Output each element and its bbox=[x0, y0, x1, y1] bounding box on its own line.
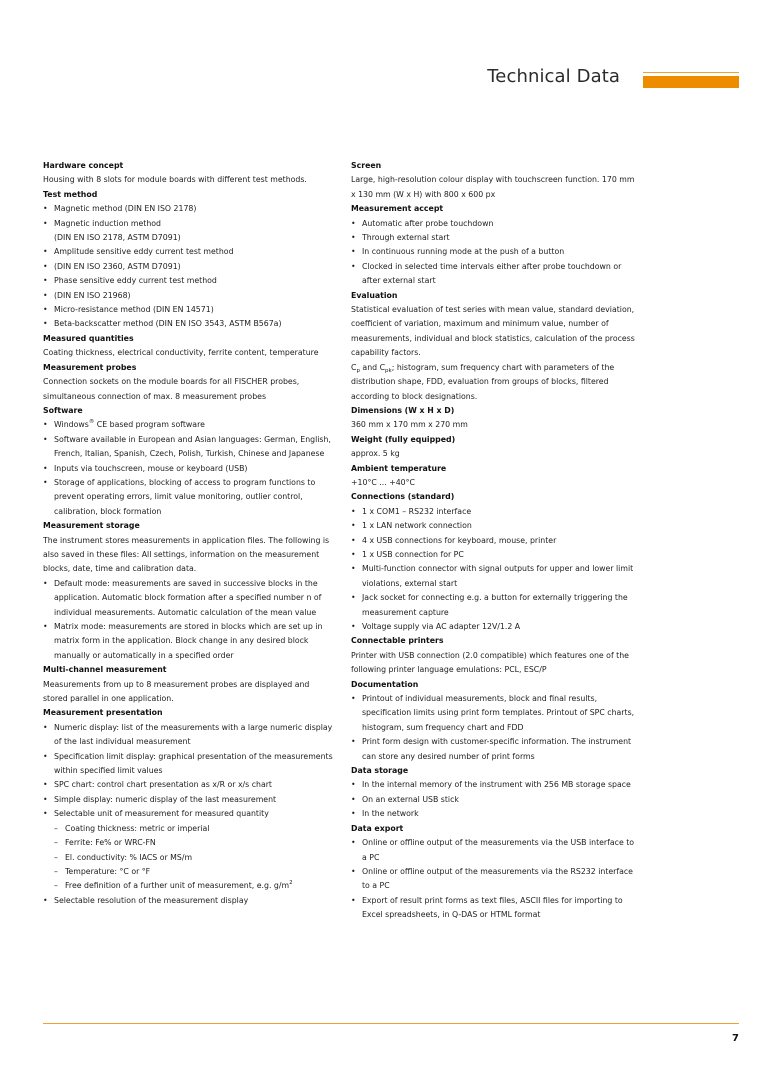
subscript: pk bbox=[385, 367, 392, 374]
sub-list-item: – El. conductivity: % IACS or MS/m bbox=[43, 851, 333, 865]
list-item: • In the network bbox=[351, 807, 636, 821]
list-item: • (DIN EN ISO 2360, ASTM D7091) bbox=[43, 260, 333, 274]
section-title: Test method bbox=[43, 189, 98, 199]
sub-list-item: – Ferrite: Fe% or WRC-FN bbox=[43, 836, 333, 850]
section-title: Software bbox=[43, 405, 83, 415]
section-title: Multi-channel measurement bbox=[43, 665, 167, 675]
section-text: Housing with 8 slots for module boards with different test methods. bbox=[43, 175, 307, 185]
section-dimensions bbox=[351, 404, 636, 433]
list-item: • Jack socket for connecting e.g. a button for externally triggering the measurement capture bbox=[351, 591, 636, 620]
section-title: Measurement presentation bbox=[43, 708, 163, 718]
section-screen bbox=[351, 159, 636, 202]
section-title: Dimensions (W x H x D) bbox=[351, 405, 455, 415]
section-data-storage bbox=[351, 764, 636, 822]
list-item: • Print form design with customer-specific information. The instrument can store any desired number of print forms bbox=[351, 735, 636, 764]
section-connections bbox=[351, 490, 636, 634]
list-item: • Selectable resolution of the measurement display bbox=[43, 894, 333, 908]
right-column bbox=[351, 159, 636, 923]
list-item: • Default mode: measurements are saved in successive blocks in the application. Automatic block formation after a specified number n of individual measurements. Automatic calculation of the mean value bbox=[43, 577, 333, 620]
superscript: 2 bbox=[289, 880, 293, 887]
section-title: Data storage bbox=[351, 766, 409, 776]
list-item: • SPC chart: control chart presentation as x/R or x/s chart bbox=[43, 778, 333, 792]
section-measurement-presentation bbox=[43, 706, 333, 908]
bullet-list bbox=[43, 418, 333, 519]
cp-symbol: C bbox=[351, 362, 357, 372]
subscript: p bbox=[356, 367, 360, 374]
section-title: Documentation bbox=[351, 679, 419, 689]
bullet-list bbox=[43, 577, 333, 663]
section-text: Statistical evaluation of test series with mean value, standard deviation, coefficient of variation, maximum and minimum value, number of measurements, individual and block statistics, calculation of the process capability factors. bbox=[351, 305, 635, 358]
list-item: • In continuous running mode at the push of a button bbox=[351, 245, 636, 259]
registered-mark: ® bbox=[88, 419, 95, 426]
bullet-list bbox=[351, 505, 636, 635]
section-connectable-printers bbox=[351, 634, 636, 677]
windows-text: Windows bbox=[54, 420, 89, 430]
section-measured-quantities bbox=[43, 332, 333, 361]
bullet-list bbox=[43, 721, 333, 908]
list-item: • Printout of individual measurements, block and final results, specification limits using print form templates. Printout of SPC charts, histogram, sum frequency chart and FDD bbox=[351, 692, 636, 735]
list-item: • Through external start bbox=[351, 231, 636, 245]
list-item: • Micro-resistance method (DIN EN 14571) bbox=[43, 303, 333, 317]
capability-text bbox=[351, 361, 636, 404]
list-item: • 4 x USB connections for keyboard, mouse, printer bbox=[351, 534, 636, 548]
section-measurement-accept bbox=[351, 202, 636, 288]
section-title: Screen bbox=[351, 161, 382, 170]
sub-list-item: – Coating thickness: metric or imperial bbox=[43, 822, 333, 836]
section-multi-channel bbox=[43, 663, 333, 706]
section-hardware-concept bbox=[43, 159, 333, 188]
list-item: • 1 x USB connection for PC bbox=[351, 548, 636, 562]
list-item: • Automatic after probe touchdown bbox=[351, 217, 636, 231]
cp-and: and C bbox=[359, 362, 386, 372]
list-item: • On an external USB stick bbox=[351, 793, 636, 807]
list-item: • Magnetic method (DIN EN ISO 2178) bbox=[43, 202, 333, 216]
list-item: • Voltage supply via AC adapter 12V/1.2 A bbox=[351, 620, 636, 634]
list-item: • Numeric display: list of the measurements with a large numeric display of the last individual measurement bbox=[43, 721, 333, 750]
bullet-list bbox=[351, 692, 636, 764]
list-item: • (DIN EN ISO 21968) bbox=[43, 289, 333, 303]
section-title: Measurement storage bbox=[43, 521, 140, 531]
list-item: • 1 x COM1 – RS232 interface bbox=[351, 505, 636, 519]
list-item: • Software available in European and Asian languages: German, English, French, Italian, Spanish, Czech, Polish, Turkish, Chinese and Japanese bbox=[43, 433, 333, 462]
section-title: Measured quantities bbox=[43, 333, 134, 343]
bullet-list bbox=[351, 778, 636, 821]
section-title: Ambient temperature bbox=[351, 463, 447, 473]
section-ambient-temperature bbox=[351, 462, 636, 491]
section-title: Evaluation bbox=[351, 290, 398, 300]
section-text: +10°C ... +40°C bbox=[351, 477, 415, 487]
list-item: • Magnetic induction method bbox=[43, 217, 333, 231]
section-evaluation bbox=[351, 289, 636, 404]
list-item: • Selectable unit of measurement for measured quantity bbox=[43, 807, 333, 821]
page-title: Technical Data bbox=[487, 66, 620, 87]
bullet-list bbox=[351, 217, 636, 289]
section-title: Connections (standard) bbox=[351, 492, 455, 502]
section-text: Large, high-resolution colour display with touchscreen function. 170 mm x 130 mm (W x H) with 800 x 600 px bbox=[351, 175, 635, 199]
section-text: The instrument stores measurements in application files. The following is also saved in these files: All settings, information on the measurement blocks, date, time and calibration data. bbox=[43, 535, 330, 574]
software-text: CE based program software bbox=[94, 420, 205, 430]
section-measurement-probes bbox=[43, 361, 333, 404]
list-item: • Matrix mode: measurements are stored in blocks which are set up in matrix form in the application. Block change in any desired block manually or automatically in a specified order bbox=[43, 620, 333, 663]
list-item: • Clocked in selected time intervals either after probe touchdown or after external start bbox=[351, 260, 636, 289]
section-title: Measurement probes bbox=[43, 362, 137, 372]
left-column bbox=[43, 159, 333, 908]
section-text: Coating thickness, electrical conductivity, ferrite content, temperature bbox=[43, 348, 319, 358]
list-item bbox=[43, 418, 333, 432]
list-item: • Online or offline output of the measurements via the USB interface to a PC bbox=[351, 836, 636, 865]
section-title: Hardware concept bbox=[43, 161, 124, 170]
list-item: • In the internal memory of the instrument with 256 MB storage space bbox=[351, 778, 636, 792]
section-text: Connection sockets on the module boards for all FISCHER probes, simultaneous connection of max. 8 measurement probes bbox=[43, 377, 300, 401]
bullet-list bbox=[43, 202, 333, 332]
section-test-method bbox=[43, 188, 333, 332]
list-item: • Simple display: numeric display of the last measurement bbox=[43, 793, 333, 807]
list-item-continuation: (DIN EN ISO 2178, ASTM D7091) bbox=[54, 233, 181, 243]
section-text: approx. 5 kg bbox=[351, 449, 400, 459]
list-item: • Multi-function connector with signal outputs for upper and lower limit violations, external start bbox=[351, 562, 636, 591]
cp-description: ; histogram, sum frequency chart with parameters of the distribution shape, FDD, evaluation from groups of blocks, filtered according to block designations. bbox=[351, 362, 615, 401]
list-item: • Inputs via touchscreen, mouse or keyboard (USB) bbox=[43, 462, 333, 476]
list-item: • Beta-backscatter method (DIN EN ISO 3543, ASTM B567a) bbox=[43, 317, 333, 331]
section-title: Connectable printers bbox=[351, 636, 444, 646]
list-item: • Online or offline output of the measurements via the RS232 interface to a PC bbox=[351, 865, 636, 894]
section-title: Measurement accept bbox=[351, 204, 444, 214]
section-title: Weight (fully equipped) bbox=[351, 434, 456, 444]
section-weight bbox=[351, 433, 636, 462]
section-measurement-storage bbox=[43, 519, 333, 663]
page-number: 7 bbox=[732, 1033, 739, 1044]
section-text: 360 mm x 170 mm x 270 mm bbox=[351, 420, 468, 430]
list-item: • Phase sensitive eddy current test method bbox=[43, 274, 333, 288]
list-item: • Specification limit display: graphical presentation of the measurements within specified limit values bbox=[43, 750, 333, 779]
sub-list-item bbox=[43, 879, 333, 893]
footer-divider bbox=[43, 1023, 739, 1024]
section-software bbox=[43, 404, 333, 519]
section-title: Data export bbox=[351, 823, 404, 833]
header-accent-bar bbox=[643, 72, 739, 88]
section-documentation bbox=[351, 678, 636, 764]
section-text: Measurements from up to 8 measurement probes are displayed and stored parallel in one application. bbox=[43, 679, 310, 704]
unit-text: Free definition of a further unit of measurement, e.g. g/m bbox=[65, 881, 290, 891]
header-accent-line bbox=[643, 72, 739, 73]
list-item: • Storage of applications, blocking of access to program functions to prevent operating errors, limit value monitoring, outlier control, calibration, block formation bbox=[43, 476, 333, 519]
bullet-list bbox=[351, 836, 636, 922]
list-item: • Export of result print forms as text files, ASCII files for importing to Excel spreadsheets, in Q-DAS or HTML format bbox=[351, 894, 636, 923]
header-accent-block bbox=[643, 76, 739, 88]
list-item: • Amplitude sensitive eddy current test method bbox=[43, 245, 333, 259]
section-data-export bbox=[351, 822, 636, 923]
list-item: • 1 x LAN network connection bbox=[351, 519, 636, 533]
sub-list-item: – Temperature: °C or °F bbox=[43, 865, 333, 879]
section-text: Printer with USB connection (2.0 compatible) which features one of the following printer language emulations: PCL, ESC/P bbox=[351, 650, 629, 675]
